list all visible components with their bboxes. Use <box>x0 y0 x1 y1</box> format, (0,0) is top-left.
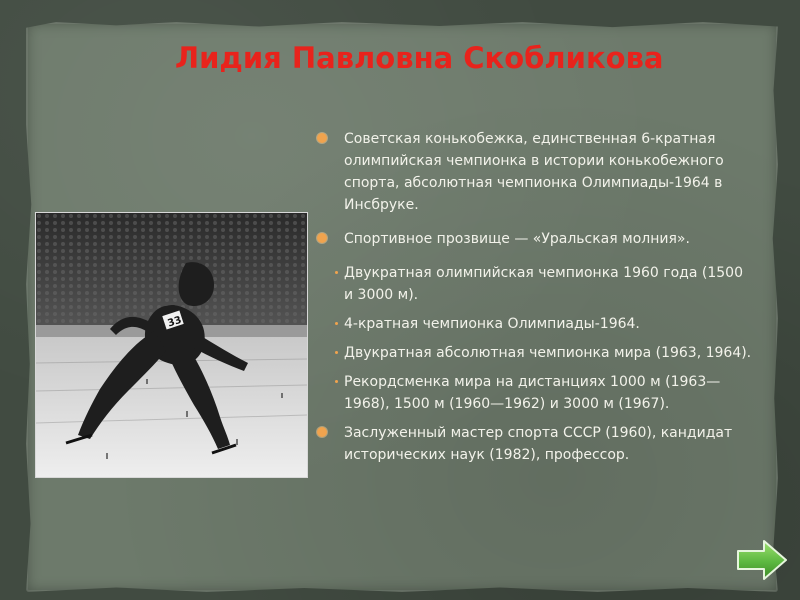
bullet-dot-icon <box>316 422 338 444</box>
bullet-text: Советская конькобежка, единственная 6-кратная олимпийская чемпионка в истории конькобежного спорта, абсолютная чемпионка Олимпиады-1964 в Инсбруке. <box>344 131 724 213</box>
sub-bullet-dot-icon <box>316 313 338 335</box>
bullet-dot-icon <box>316 228 338 250</box>
bullet-text: Двукратная абсолютная чемпионка мира (1963, 1964). <box>344 345 752 361</box>
slide-title: Лидия Павловна Скобликова <box>175 41 664 75</box>
bullet-text: Заслуженный мастер спорта СССР (1960), кандидат исторических наук (1982), профессор. <box>344 425 733 463</box>
sub-bullet-dot-icon <box>316 371 338 393</box>
skater-photo <box>35 212 308 478</box>
sub-bullet-dot-icon <box>316 342 338 364</box>
bullet-dot-icon <box>316 128 338 150</box>
next-slide-button[interactable] <box>736 539 788 581</box>
arrow-right-icon <box>736 539 788 581</box>
primary-bullet-item <box>316 422 756 466</box>
sub-bullet-item <box>316 313 756 335</box>
skater-bib-number: 33 <box>166 314 184 330</box>
primary-bullet-item <box>316 228 756 250</box>
bullet-text: Спортивное прозвище — «Уральская молния». <box>344 231 690 247</box>
bullet-text: Двукратная олимпийская чемпионка 1960 года (1500 и 3000 м). <box>344 265 743 303</box>
bullet-text: 4-кратная чемпионка Олимпиады-1964. <box>344 316 640 332</box>
sub-bullet-dot-icon <box>316 262 338 284</box>
bullet-list <box>316 128 756 478</box>
sub-bullet-item <box>316 371 756 415</box>
sub-bullet-item <box>316 262 756 306</box>
skater-photo-illustration <box>36 213 307 477</box>
bullet-text: Рекордсменка мира на дистанциях 1000 м (1963—1968), 1500 м (1960—1962) и 3000 м (1967). <box>344 374 721 412</box>
primary-bullet-item <box>316 128 756 216</box>
sub-bullet-item <box>316 342 756 364</box>
